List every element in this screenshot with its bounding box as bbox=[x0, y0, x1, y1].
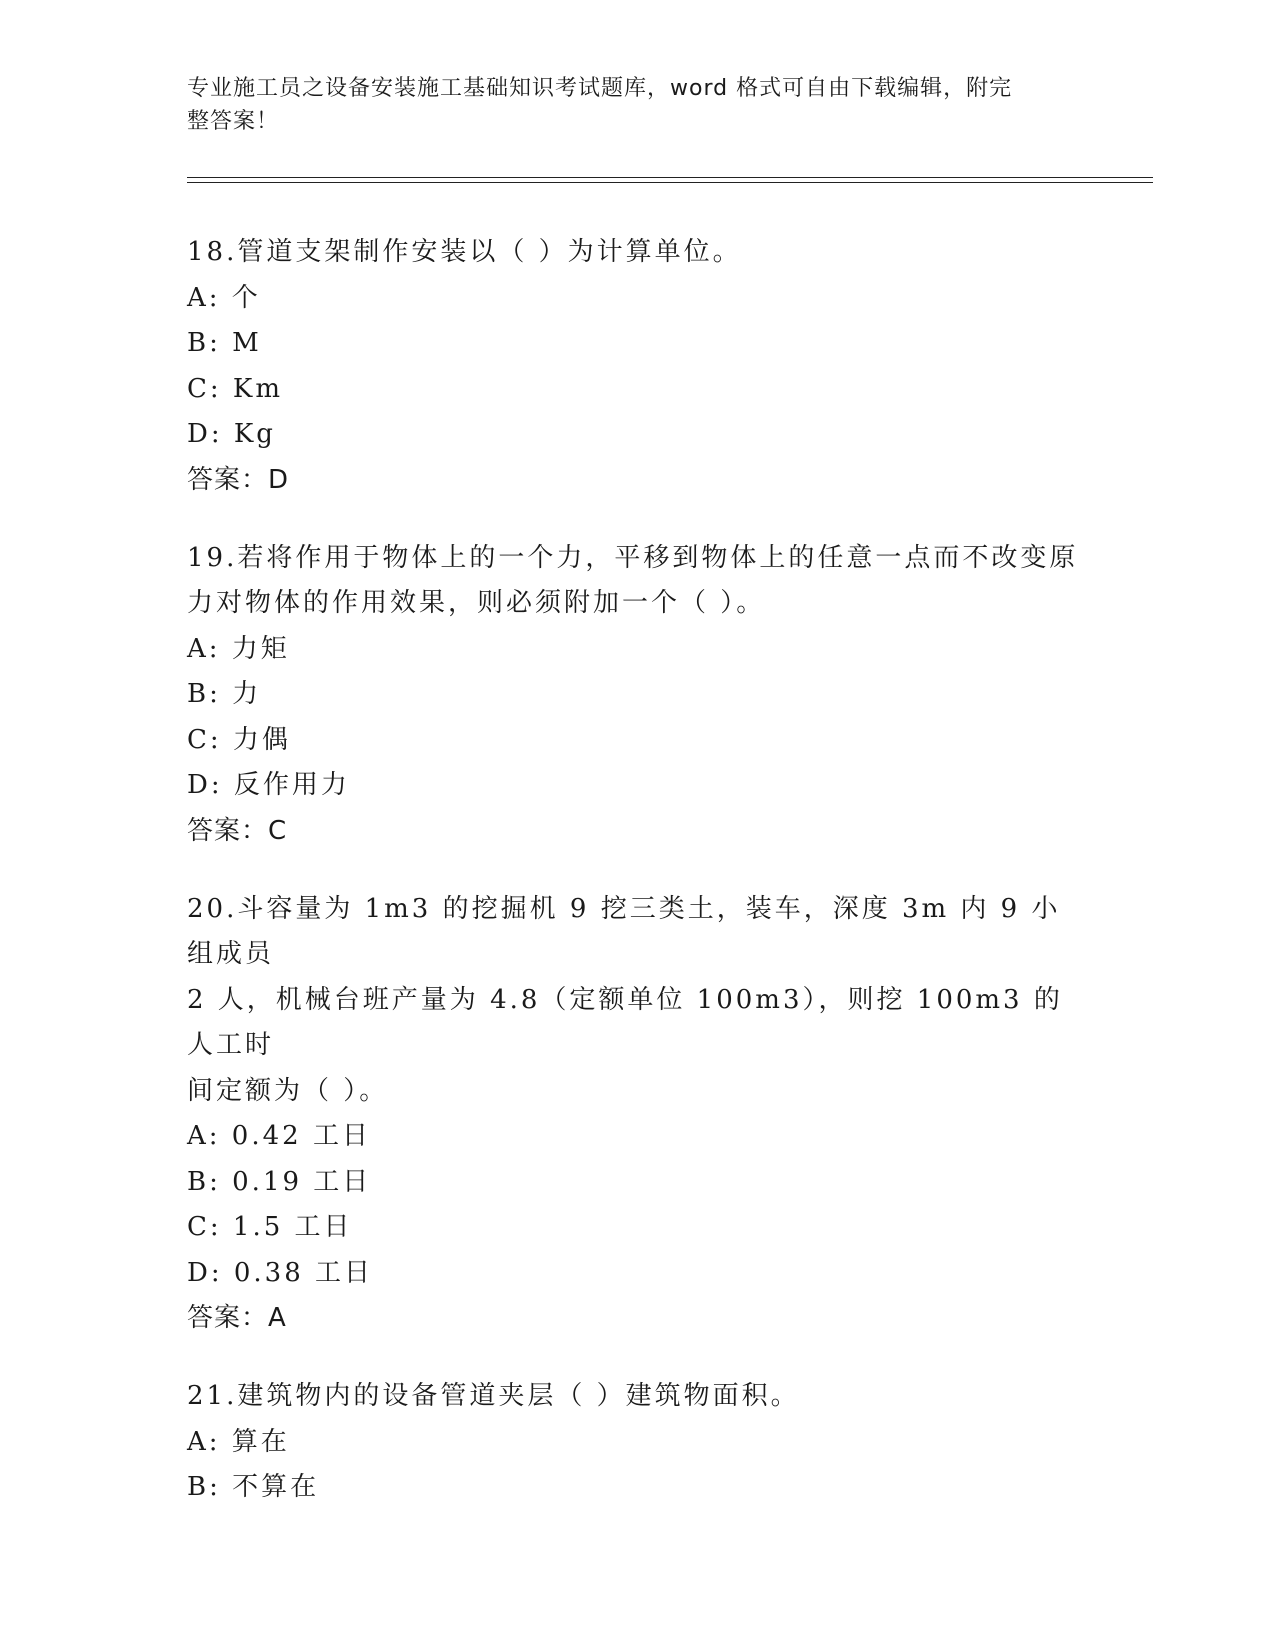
option-d: D: 0.38 工日 bbox=[187, 1257, 374, 1288]
option-b: B: 力 bbox=[187, 679, 262, 709]
option-d: D: 反作用力 bbox=[187, 770, 350, 800]
question-list bbox=[187, 230, 1087, 1544]
answer-label: 答案：C bbox=[187, 815, 288, 846]
option-a: A: 个 bbox=[187, 282, 261, 313]
question-stem: 力对物体的作用效果，则必须附加一个（ ）。 bbox=[187, 588, 766, 618]
option-d: D: Kg bbox=[187, 419, 276, 449]
option-c: C: Km bbox=[187, 373, 283, 404]
option-b: B: 0.19 工日 bbox=[187, 1166, 372, 1197]
question-19 bbox=[187, 536, 1087, 854]
answer-label: 答案：A bbox=[187, 1303, 287, 1333]
question-stem: 21.建筑物内的设备管道夹层（ ）建筑物面积。 bbox=[187, 1381, 800, 1411]
document-header bbox=[187, 72, 1067, 138]
question-stem: 19.若将作用于物体上的一个力，平移到物体上的任意一点而不改变原 bbox=[187, 542, 1079, 573]
question-20 bbox=[187, 887, 1087, 1342]
option-a: A: 0.42 工日 bbox=[187, 1121, 371, 1151]
header-divider-bottom bbox=[187, 182, 1153, 183]
option-b: B: 不算在 bbox=[187, 1472, 320, 1502]
option-b: B: M bbox=[187, 328, 262, 358]
question-stem: 间定额为（ ）。 bbox=[187, 1075, 389, 1106]
answer-label: 答案：D bbox=[187, 464, 290, 495]
option-a: A: 力矩 bbox=[187, 633, 290, 664]
question-18 bbox=[187, 230, 1087, 503]
question-stem: 18.管道支架制作安装以（ ）为计算单位。 bbox=[187, 237, 742, 267]
header-line-2: 整答案！ bbox=[187, 109, 280, 134]
question-stem: 20.斗容量为 1m3 的挖掘机 9 挖三类土，装车，深度 3m 内 9 小组成员 bbox=[187, 893, 1061, 969]
option-a: A: 算在 bbox=[187, 1426, 290, 1457]
question-stem: 2 人，机械台班产量为 4.8（定额单位 100m3），则挖 100m3 的人工时 bbox=[187, 984, 1063, 1060]
header-line-1: 专业施工员之设备安装施工基础知识考试题库，word 格式可自由下载编辑，附完 bbox=[187, 76, 1013, 101]
option-c: C: 力偶 bbox=[187, 724, 291, 755]
option-c: C: 1.5 工日 bbox=[187, 1212, 353, 1242]
header-divider-top bbox=[187, 177, 1153, 178]
question-21 bbox=[187, 1374, 1087, 1511]
